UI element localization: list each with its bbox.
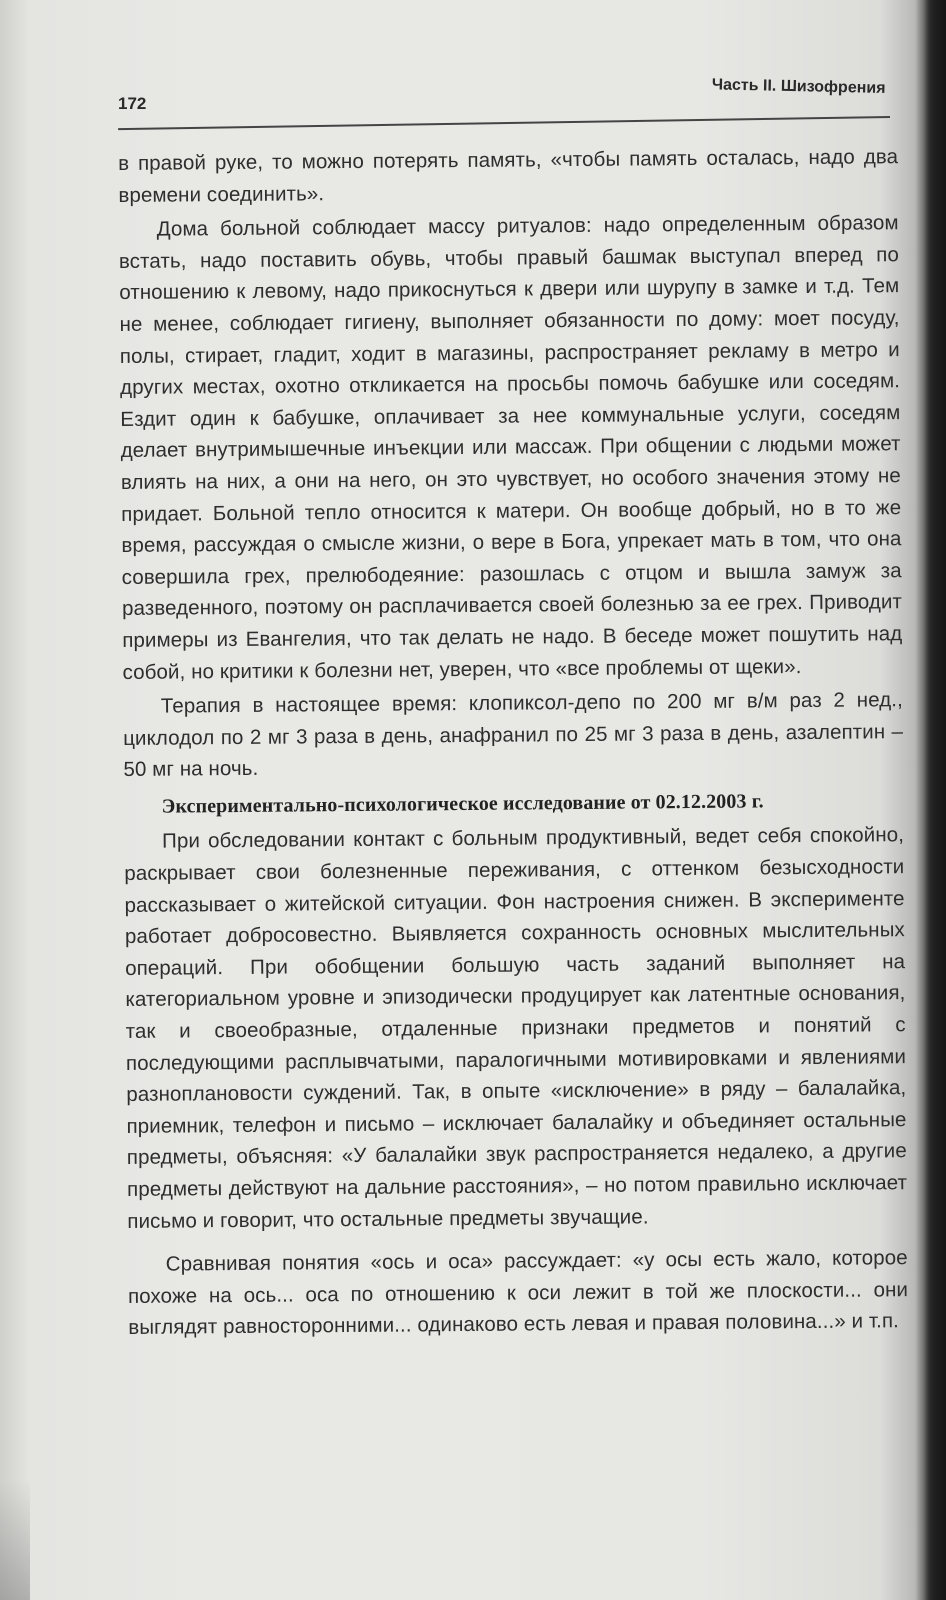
paragraph-examination: При обследовании контакт с больным продуктивный, ведет себя спокойно, раскрывает свои болезненные переживания, с оттенком безысходности рассказывает о житейской ситуации. Фон настроения снижен. В эксперименте работает добросовестно. Выявляется сохранность основных мыслительных операций. При обобщении большую часть заданий выполняет на категориальном уровне и эпизодически продуцирует как латентные основания, так и своеобразные, отдаленные признаки предметов и понятий с последующими расплывчатыми, паралогичными мотивировками и явлениями разноплановости суждений. Так, в опыте «исключение» в ряду – балалайка, приемник, телефон и письмо – исключает балалайку и объединяет остальные предметы, объясняя: «У балалайки звук распространяется недалеко, а другие предметы действуют на дальние расстояния», – но потом правильно исключает письмо и говорит, что остальные предметы звучащие. [124,823,908,1233]
page-header [118,76,908,120]
page-edge-shadow [0,1480,30,1600]
body-text [118,141,908,1347]
header-rule [118,116,890,130]
book-spine-shadow [924,0,946,1600]
paragraph-comparison: Сравнивая понятия «ось и оса» рассуждает: «у осы есть жало, которое похоже на ось... оса по отношению к оси лежит в той же плоскости... они выглядят равносторонними... одинаково есть левая и правая половина...» и т.п. [127,1246,909,1340]
paragraph-continuation: в правой руке, то можно потерять память, «чтобы память осталась, надо два времени соединить». [118,145,899,207]
running-title: Часть II. Шизофрения [711,76,886,97]
paragraph-therapy: Терапия в настоящее время: клопиксол-депо по 200 мг в/м раз 2 нед., циклодол по 2 мг 3 раза в день, анафранил по 25 мг 3 раза в день, азалептин – 50 мг на ночь. [123,688,904,782]
paragraph-rituals: Дома больной соблюдает массу ритуалов: надо определенным образом встать, надо поставить обувь, чтобы правый башмак выступал вперед по отношению к левому, надо прикоснуться к двери или шурупу в замке и т.д. Тем не менее, соблюдает гигиену, выполняет обязанности по дому: моет посуду, полы, стирает, гладит, ходит в магазины, распространяет рекламу в метро и других местах, охотно откликается на просьбы помочь бабушке или соседям. Ездит один к бабушке, оплачивает за нее коммунальные услуги, соседям делает внутримышечные инъекции или массаж. При общении с людьми может влиять на них, а они на него, он это чувствует, но особого значения этому не придает. Больной тепло относится к матери. Он вообще добрый, но в то же время, рассуждая о смысле жизни, о вере в Бога, упрекает мать в том, что она совершила грех, прелюбодеяние: разошлась с отцом и вышла замуж за разведенного, поэтому он расплачивается своей болезнью за ее грех. Приводит примеры из Евангелия, что так делать не надо. В беседе может пошутить над собой, но критики к болезни нет, уверен, что «все проблемы от щеки». [118,211,903,684]
section-heading: Экспериментально-психологическое исследование от 02.12.2003 г. [161,790,764,818]
page-number: 172 [118,94,147,113]
